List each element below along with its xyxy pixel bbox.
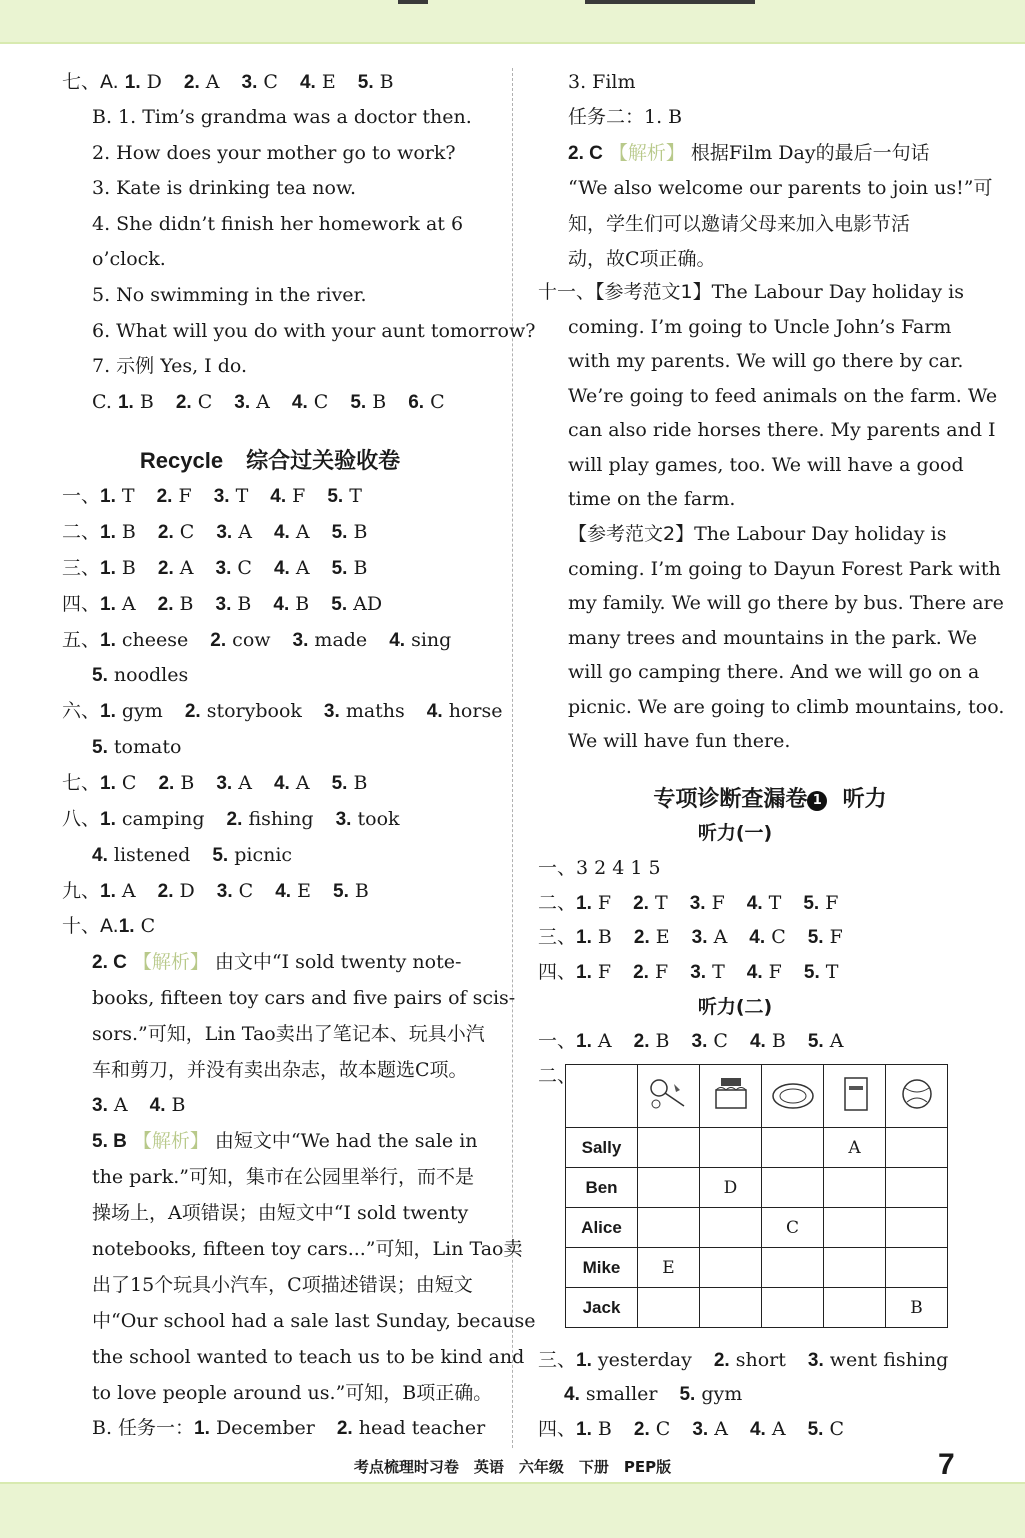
answer-item: 4. T (746, 892, 782, 914)
answer-item: 1. B (117, 391, 154, 413)
answer-line: 2. How does your mother go to work? (92, 142, 456, 164)
answer-row (92, 733, 203, 762)
answer-item: 1. camping (100, 808, 205, 830)
answer-row (92, 388, 467, 417)
answer-item: 2. F (156, 485, 192, 507)
answer-item: 3. maths (323, 700, 405, 722)
answer-item: 2. T (633, 892, 668, 914)
analysis-line: sors.”可知，Lin Tao卖出了笔记本、玩具小汽 (92, 1023, 485, 1045)
answer-row (538, 923, 865, 952)
answer-line: 3. Kate is drinking tea now. (92, 177, 357, 199)
answer-item: 1. C (100, 772, 137, 794)
top-marker (585, 0, 755, 4)
answer-item: 1. gym (100, 700, 163, 722)
answer-item: 1. A (100, 880, 136, 902)
table-cell (762, 1248, 824, 1288)
analysis-line: notebooks, fifteen toy cars...”可知，Lin Tao卖 (92, 1238, 523, 1260)
answer-item: 1. F (576, 961, 612, 983)
table-cell (886, 1168, 948, 1208)
answer-row (538, 854, 683, 882)
section-heading-listening: 专项诊断查漏卷 1 听力 (653, 787, 887, 812)
answer-item: 4. B (749, 1030, 786, 1052)
answer-item: 4. C (749, 926, 786, 948)
table-cell (700, 1288, 762, 1328)
analysis-line: 2. C 【解析】 根据Film Day的最后一句话 (568, 142, 930, 164)
answer-line: B. 1. Tim’s grandma was a doctor then. (92, 106, 472, 128)
answer-item: 4. E (275, 880, 311, 902)
essay-line: many trees and mountains in the park. We (568, 627, 978, 649)
answer-item: 4. A (273, 772, 310, 794)
answer-item: 1. F (576, 892, 612, 914)
table-cell (886, 1248, 948, 1288)
answer-row (62, 554, 389, 583)
answer-item: 4. E (299, 71, 336, 93)
essay-line: We will have fun there. (568, 730, 791, 752)
table-corner (566, 1065, 638, 1128)
answer-item: 5. A (807, 1030, 844, 1052)
table-row (566, 1248, 948, 1288)
answer-item: 4. listened (92, 844, 191, 866)
section-label: 六、 (62, 700, 101, 722)
answer-item: 3 2 4 1 5 (576, 857, 661, 879)
table-cell: E (638, 1248, 700, 1288)
answer-item: 2. cow (210, 629, 271, 651)
answer-item: 3. C (215, 557, 252, 579)
section-label: 五、 (62, 629, 101, 651)
section-label: 三、 (538, 926, 577, 948)
analysis-tag: 【解析】 (608, 142, 685, 164)
answer-item: 5. B (331, 772, 368, 794)
answer-item: 3. C (241, 71, 278, 93)
answer-item: 1. B (100, 521, 136, 543)
answer-item: 4. smaller (564, 1383, 658, 1405)
answer-item: 2. B (158, 772, 195, 794)
answer-item: 2. fishing (226, 808, 314, 830)
ball-icon (886, 1065, 948, 1128)
table-cell (762, 1168, 824, 1208)
answer-item: 2. C (175, 391, 213, 413)
answer-row: 四、1. B 2. C 3. A 4. A 5. C (538, 1418, 845, 1440)
essay-line: my family. We will go there by bus. There are (568, 592, 1004, 614)
analysis-line: 车和剪刀，并没有卖出杂志，故本题选C项。 (92, 1059, 468, 1081)
bottom-decor-band (0, 1482, 1025, 1538)
table-cell (824, 1248, 886, 1288)
table-cell (638, 1168, 700, 1208)
table-row-name: Sally (566, 1128, 638, 1168)
answer-item: 5. B (331, 557, 368, 579)
answer-item: 4. A (273, 521, 310, 543)
table-cell (638, 1208, 700, 1248)
section-label: 八、 (62, 808, 101, 830)
section-label: 二、 (62, 521, 101, 543)
answer-item: 5. B (357, 71, 394, 93)
analysis-line: 知，学生们可以邀请父母来加入电影节活 (568, 213, 911, 235)
answer-item: 4. sing (389, 629, 452, 651)
section-label: C. (92, 391, 112, 413)
answer-item: 3. took (335, 808, 400, 830)
table-cell: C (762, 1208, 824, 1248)
answer-item: 5. AD (331, 593, 383, 615)
answer-item: 2. B (157, 593, 194, 615)
answer-row (62, 697, 524, 726)
answer-item: 5. picnic (212, 844, 293, 866)
table-cell (824, 1288, 886, 1328)
answer-item: 1. cheese (100, 629, 189, 651)
answer-item: 3. C (216, 880, 254, 902)
section-label: 七、 (62, 772, 101, 794)
essay-line: will play games, too. We will have a good (568, 454, 964, 476)
answer-row (62, 482, 384, 511)
answer-item: 1. B (100, 557, 136, 579)
answer-item: 2. F (633, 961, 669, 983)
answer-item: 5. B (350, 391, 387, 413)
answer-item: 1. December (194, 1417, 315, 1439)
section-label: 一、 (538, 857, 577, 879)
essay-line: coming. I’m going to Uncle John’s Farm (568, 316, 952, 338)
answer-item: 2. head teacher (336, 1417, 486, 1439)
analysis-line: books, fifteen toy cars and five pairs of scis- (92, 987, 516, 1009)
answer-item: 5. T (327, 485, 362, 507)
table-row (566, 1288, 948, 1328)
essay-line: coming. I’m going to Dayun Forest Park with (568, 558, 1001, 580)
answer-row (538, 889, 860, 918)
answer-line: 7. 示例 Yes, I do. (92, 355, 248, 377)
answer-row (62, 912, 177, 941)
answer-item: 3. A (216, 521, 252, 543)
answer-item: 3. B (215, 593, 252, 615)
section-label: 三、 (62, 557, 101, 579)
subheading: 听力(一) (697, 822, 773, 844)
cake-icon (700, 1065, 762, 1128)
answer-item: 4. C (291, 391, 329, 413)
essay-label: 【参考范文2】 (568, 523, 695, 545)
essay-line: will go camping there. And we will go on a (568, 661, 980, 683)
answer-item: 2. A (183, 71, 220, 93)
number-badge: 1 (807, 791, 827, 811)
answer-item: 3. A (234, 391, 270, 413)
book-icon (824, 1065, 886, 1128)
answer-item: 5. B (331, 521, 368, 543)
answer-item: 1. T (100, 485, 135, 507)
answer-item: 1. B (576, 1418, 612, 1440)
table-cell (824, 1168, 886, 1208)
answer-row (62, 769, 389, 798)
section-label: 四、 (62, 593, 101, 615)
analysis-tag: 【解析】 (132, 1130, 209, 1152)
essay-line: can also ride horses there. My parents and I (568, 419, 996, 441)
essay-label: 十一、【参考范文1】 (538, 281, 712, 303)
answer-line: 6. What will you do with your aunt tomorrow? (92, 320, 536, 342)
answer-item: 5. C (807, 1418, 845, 1440)
plate-icon (762, 1065, 824, 1128)
essay-line: 【参考范文2】The Labour Day holiday is (568, 523, 947, 545)
table-row-name: Jack (566, 1288, 638, 1328)
table-row-name: Ben (566, 1168, 638, 1208)
analysis-tag: 【解析】 (132, 951, 209, 973)
table-cell (824, 1208, 886, 1248)
section-label: 七、A. (62, 71, 119, 93)
analysis-line: 操场上，A项错误；由短文中“I sold twenty (92, 1202, 469, 1224)
table-cell: B (886, 1288, 948, 1328)
page-number: 7 (938, 1448, 955, 1481)
essay-line: picnic. We are going to climb mountains, too. (568, 696, 1005, 718)
table-cell (886, 1128, 948, 1168)
answer-row (92, 841, 314, 870)
section-label: 二、 (538, 892, 577, 914)
answer-item: 3. C (691, 1030, 728, 1052)
section-heading-recycle: Recycle 综合过关验收卷 (139, 448, 401, 474)
answer-item: 3. A (216, 772, 252, 794)
table-cell (700, 1208, 762, 1248)
table-row (566, 1128, 948, 1168)
answer-item: 3. went fishing (807, 1349, 949, 1371)
table-cell: D (700, 1168, 762, 1208)
answer-item: 5. noodles (92, 664, 189, 686)
table-cell (886, 1208, 948, 1248)
answer-row (62, 68, 416, 97)
answer-item: 3. F (689, 892, 725, 914)
table-row-name: Mike (566, 1248, 638, 1288)
answer-item: 1. D (124, 71, 162, 93)
answer-item: 4. horse (426, 700, 503, 722)
analysis-line: 5. B 【解析】 由短文中“We had the sale in (92, 1130, 478, 1152)
answer-item: 2. storybook (184, 700, 302, 722)
answer-line: 4. She didn’t finish her homework at 6 (92, 213, 464, 235)
answer-row (62, 590, 404, 619)
answer-item: 4. B (149, 1094, 186, 1116)
answer-item: 5. B (333, 880, 369, 902)
table-row (566, 1168, 948, 1208)
answer-item: 4. A (273, 557, 310, 579)
table-cell (700, 1128, 762, 1168)
answer-item: 5. F (807, 926, 843, 948)
answer-item: 3. A (692, 1418, 728, 1440)
table-cell (700, 1248, 762, 1288)
section-label: 二、 (538, 1065, 577, 1087)
answer-row (538, 958, 860, 987)
answer-row: 三、1. yesterday 2. short 3. went fishing (538, 1349, 949, 1371)
answer-item: 1. A (576, 1030, 612, 1052)
table-cell: A (824, 1128, 886, 1168)
answer-item: 4. F (270, 485, 306, 507)
answer-line: 3. Film (568, 71, 636, 93)
subheading: 听力(二) (697, 996, 773, 1018)
answer-row (62, 877, 391, 906)
section-label: 一、 (62, 485, 101, 507)
answer-item: 4. A (749, 1418, 786, 1440)
essay-line: time on the farm. (568, 488, 736, 510)
section-label: 十、A. (62, 915, 119, 937)
table-cell (638, 1128, 700, 1168)
answer-item: 5. tomato (92, 736, 182, 758)
answer-item: 3. A (691, 926, 728, 948)
answer-item: 3. T (213, 485, 249, 507)
answer-item: 3. made (292, 629, 368, 651)
analysis-line: 2. C 【解析】 由文中“I sold twenty note- (92, 951, 462, 973)
answer-line: o’clock. (92, 248, 166, 270)
answer-row (62, 805, 422, 834)
answer-row (92, 661, 210, 690)
answer-item: 2. D (157, 880, 195, 902)
answer-item: 2. E (633, 926, 670, 948)
essay-line: with my parents. We will go there by car. (568, 350, 964, 372)
badminton-icon (638, 1065, 700, 1128)
answer-item: 2. B (633, 1030, 670, 1052)
top-decor-band (0, 0, 1025, 44)
answer-item: 2. C (633, 1418, 671, 1440)
analysis-line: 中“Our school had a sale last Sunday, because (92, 1310, 536, 1332)
analysis-line: the park.”可知，集市在公园里举行，而不是 (92, 1166, 474, 1188)
answer-row (92, 1091, 208, 1120)
top-marker (398, 0, 428, 4)
matching-table (565, 1064, 948, 1328)
table-cell (762, 1288, 824, 1328)
answer-item: 2. C (157, 521, 195, 543)
section-label: 九、 (62, 880, 101, 902)
analysis-line: the school wanted to teach us to be kind and (92, 1346, 525, 1368)
answer-item: 2. A (157, 557, 194, 579)
answer-row: 一、1. A 2. B 3. C 4. B 5. A (538, 1030, 844, 1052)
footer-text: 考点梳理时习卷 英语 六年级 下册 PEP版 (353, 1458, 672, 1476)
essay-line: We’re going to feed animals on the farm. We (568, 385, 998, 407)
answer-row (62, 626, 473, 655)
answer-item: 5. F (803, 892, 839, 914)
table-row (566, 1208, 948, 1248)
answer-item: 3. T (690, 961, 725, 983)
answer-item: 5. gym (679, 1383, 743, 1405)
answer-item: 6. C (408, 391, 445, 413)
answer-item: 5. T (803, 961, 839, 983)
table-row-name: Alice (566, 1208, 638, 1248)
section-label: 四、 (538, 961, 577, 983)
analysis-line: 出了15个玩具小汽车，C项描述错误；由短文 (92, 1274, 473, 1296)
analysis-line: “We also welcome our parents to join us!”可 (568, 177, 993, 199)
answer-item: 2. short (713, 1349, 786, 1371)
analysis-line: 动，故C项正确。 (568, 248, 716, 270)
table-cell (762, 1128, 824, 1168)
answer-item: 1. yesterday (576, 1349, 692, 1371)
answer-row: B. 任务一：1. December 2. head teacher (92, 1417, 486, 1439)
answer-item: 1. A (100, 593, 136, 615)
table-cell (638, 1288, 700, 1328)
answer-item: 1. C (118, 915, 156, 937)
answer-row (62, 518, 389, 547)
answer-row (564, 1380, 764, 1409)
answer-item: 4. F (746, 961, 782, 983)
answer-item: 4. B (273, 593, 310, 615)
essay-line: 十一、【参考范文1】The Labour Day holiday is (538, 281, 964, 303)
answer-item: 1. B (576, 926, 612, 948)
answer-line: 任务二：1. B (568, 106, 683, 128)
analysis-line: to love people around us.”可知，B项正确。 (92, 1382, 493, 1404)
answer-line: 5. No swimming in the river. (92, 284, 367, 306)
answer-item: 3. A (92, 1094, 128, 1116)
